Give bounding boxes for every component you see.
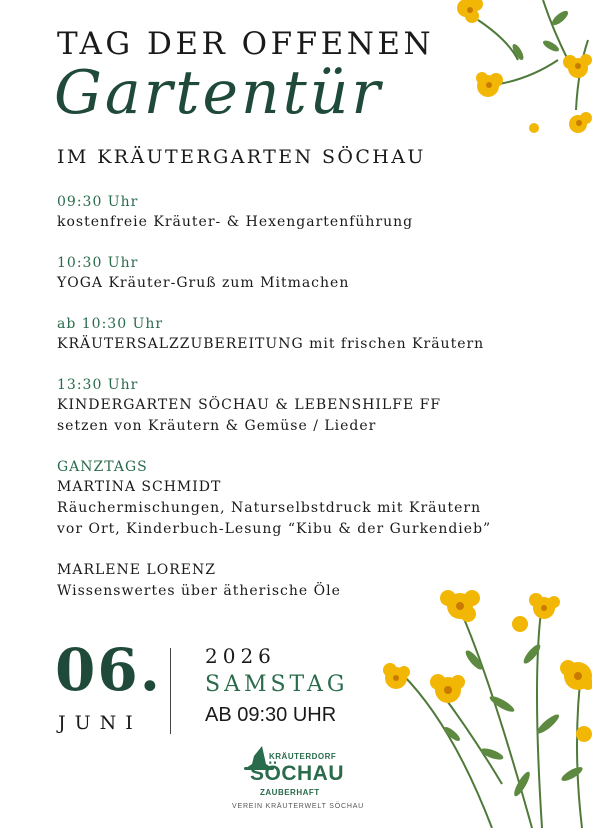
date-day-number: 06.	[55, 636, 162, 704]
logo-top-text: KRÄUTERDORF	[269, 752, 337, 761]
date-year: 2026	[205, 644, 276, 668]
schedule-text: MARLENE LORENZ	[57, 562, 216, 578]
flower-decoration-top-icon	[448, 0, 592, 140]
title-script: Gartentür	[54, 58, 384, 128]
logo	[232, 742, 364, 816]
date-start-time: AB 09:30 UHR	[205, 704, 337, 726]
schedule-item	[57, 375, 557, 437]
schedule-time: 10:30 Uhr	[57, 255, 139, 271]
schedule-text: KRÄUTERSALZZUBEREITUNG mit frischen Kräutern	[57, 336, 485, 352]
schedule-text: vor Ort, Kinderbuch-Lesung “Kibu & der Gurkendieb”	[57, 521, 492, 537]
schedule-time: ab 10:30 Uhr	[57, 316, 164, 332]
schedule-list	[57, 192, 557, 622]
schedule-item	[57, 314, 557, 355]
title-line-2: IM KRÄUTERGARTEN SÖCHAU	[57, 146, 426, 168]
schedule-text: KINDERGARTEN SÖCHAU & LEBENSHILFE FF	[57, 397, 442, 413]
schedule-item	[57, 253, 557, 294]
logo-foot-text: VEREIN KRÄUTERWELT SÖCHAU	[232, 803, 365, 810]
schedule-text: Wissenswertes über ätherische Öle	[57, 583, 341, 599]
logo-sub-text: ZAUBERHAFT	[260, 788, 320, 797]
date-month: JUNI	[58, 712, 142, 734]
schedule-text: kostenfreie Kräuter- & Hexengartenführung	[57, 214, 414, 230]
schedule-item	[57, 457, 557, 540]
schedule-time: 13:30 Uhr	[57, 377, 139, 393]
schedule-item	[57, 192, 557, 233]
schedule-text: setzen von Kräutern & Gemüse / Lieder	[57, 418, 377, 434]
date-divider	[170, 648, 171, 734]
flower-decoration-bottom-icon	[382, 584, 592, 828]
schedule-time: GANZTAGS	[57, 459, 148, 475]
logo-main-text: SÖCHAU	[250, 762, 345, 785]
schedule-text: MARTINA SCHMIDT	[57, 479, 222, 495]
date-weekday: SAMSTAG	[205, 672, 349, 697]
schedule-text: YOGA Kräuter-Gruß zum Mitmachen	[57, 275, 350, 291]
title-line-1: TAG DER OFFENEN	[57, 26, 435, 62]
schedule-text: Räuchermischungen, Naturselbstdruck mit Kräutern	[57, 500, 482, 516]
schedule-time: 09:30 Uhr	[57, 194, 139, 210]
